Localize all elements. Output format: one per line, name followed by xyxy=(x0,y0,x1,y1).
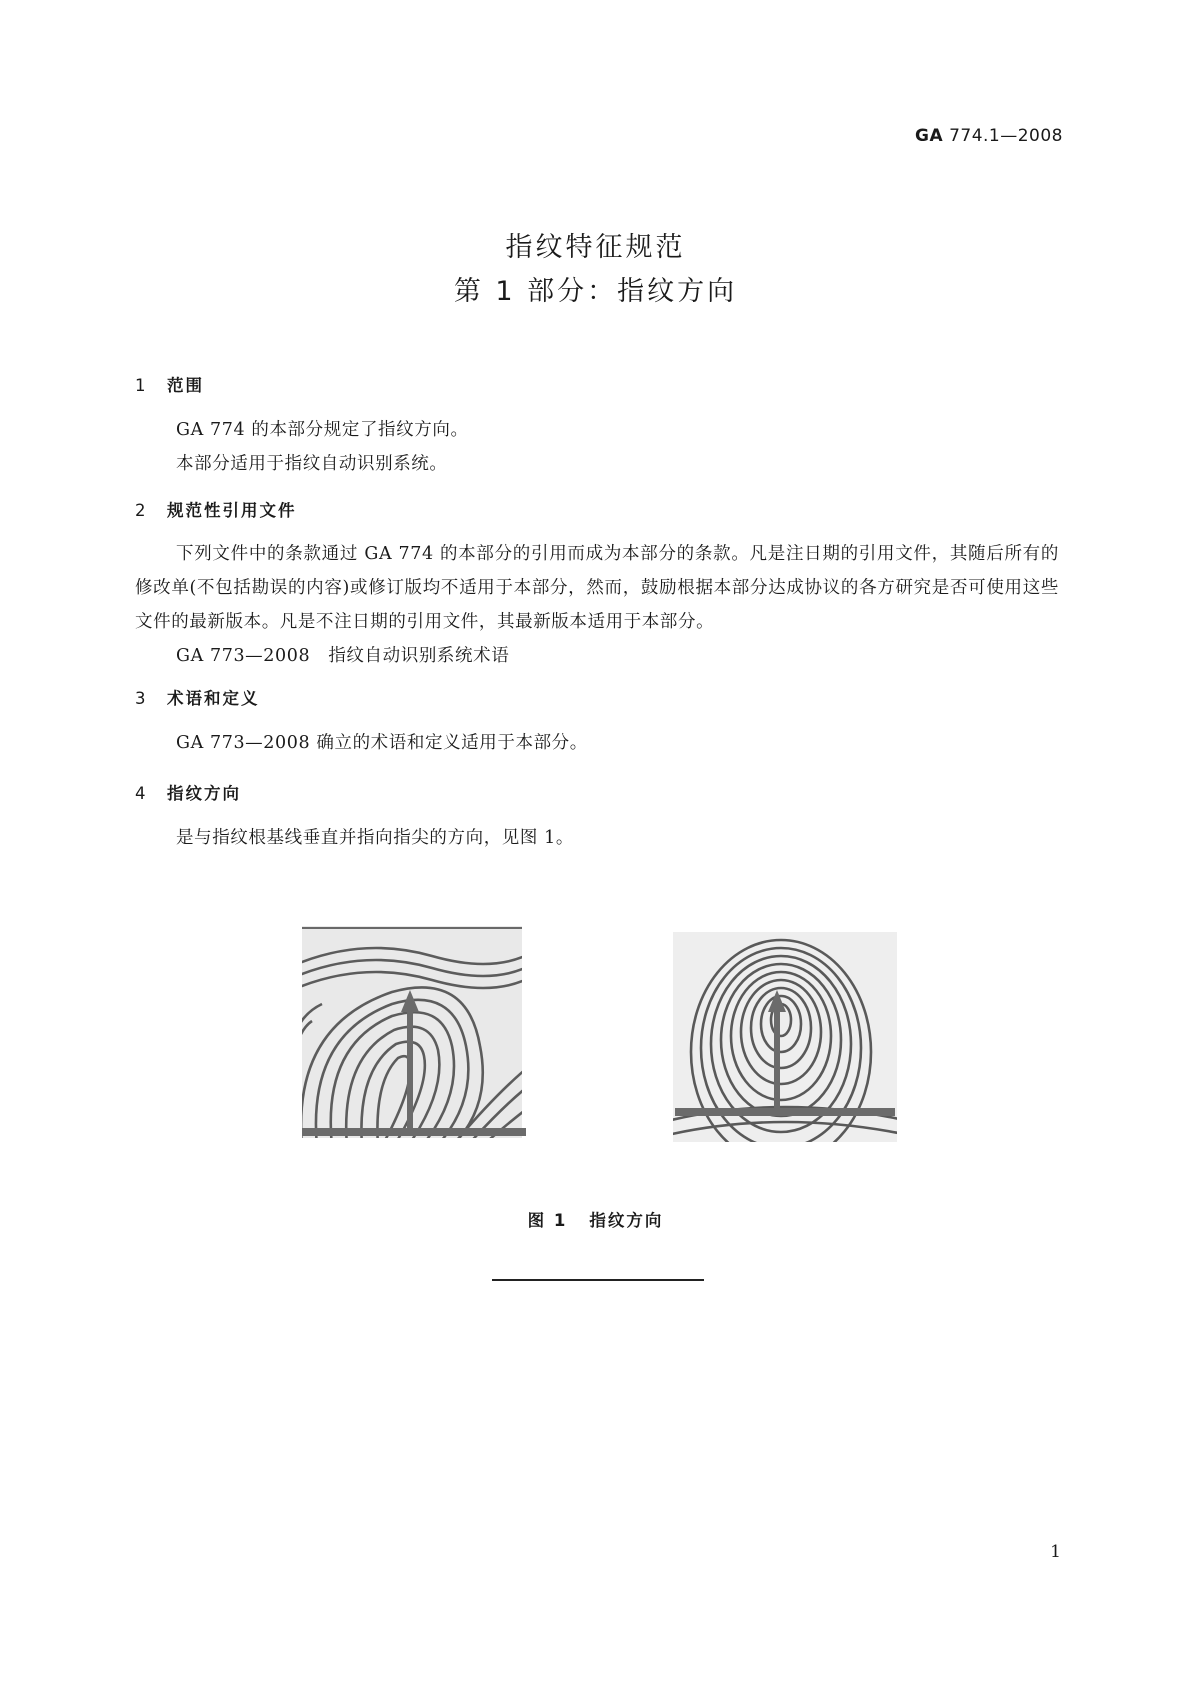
standard-code: 774.1—2008 xyxy=(949,126,1063,146)
figure-caption-text: 指纹方向 xyxy=(589,1211,664,1230)
paragraph: 本部分适用于指纹自动识别系统。 xyxy=(176,454,448,474)
paragraph: GA 773—2008 确立的术语和定义适用于本部分。 xyxy=(176,733,588,753)
standard-prefix: GA xyxy=(915,126,944,146)
section-number: 3 xyxy=(135,689,148,708)
section-1-body xyxy=(135,413,1059,481)
title-line-2: 第 1 部分：指纹方向 xyxy=(453,276,738,307)
section-4-body xyxy=(135,821,1059,855)
section-1-heading xyxy=(135,372,204,396)
section-3-heading xyxy=(135,685,260,709)
section-number: 1 xyxy=(135,376,148,395)
document-title xyxy=(0,226,1191,314)
section-title: 术语和定义 xyxy=(167,689,260,708)
title-line-1: 指纹特征规范 xyxy=(505,232,686,263)
paragraph: GA 774 的本部分规定了指纹方向。 xyxy=(176,420,469,440)
section-number: 2 xyxy=(135,501,148,520)
end-of-text-rule xyxy=(492,1279,704,1281)
direction-arrow-left xyxy=(300,990,530,1140)
section-title: 规范性引用文件 xyxy=(167,501,297,520)
figure-caption xyxy=(0,1207,1191,1231)
direction-arrow-right xyxy=(673,990,897,1120)
section-2-heading xyxy=(135,497,297,521)
reference-entry: GA 773—2008 指纹自动识别系统术语 xyxy=(176,646,510,666)
standard-number xyxy=(915,126,1063,146)
section-title: 范围 xyxy=(167,376,204,395)
paragraph: 是与指纹根基线垂直并指向指尖的方向，见图 1。 xyxy=(176,828,574,848)
section-4-heading xyxy=(135,780,241,804)
section-3-body xyxy=(135,726,1059,760)
paragraph: 下列文件中的条款通过 GA 774 的本部分的引用而成为本部分的条款。凡是注日期的引用文件，其随后所有的修改单(不包括勘误的内容)或修订版均不适用于本部分，然而，鼓励根据本部分达成协议的各方研究是否可使用这些文件的最新版本。凡是不注日期的引用文件，其最新版本适用于本部分。 xyxy=(135,544,1059,632)
section-2-body xyxy=(135,537,1059,673)
section-title: 指纹方向 xyxy=(167,784,241,803)
page-number: 1 xyxy=(1050,1542,1061,1562)
figure-label: 图 1 xyxy=(527,1211,568,1230)
section-number: 4 xyxy=(135,784,148,803)
